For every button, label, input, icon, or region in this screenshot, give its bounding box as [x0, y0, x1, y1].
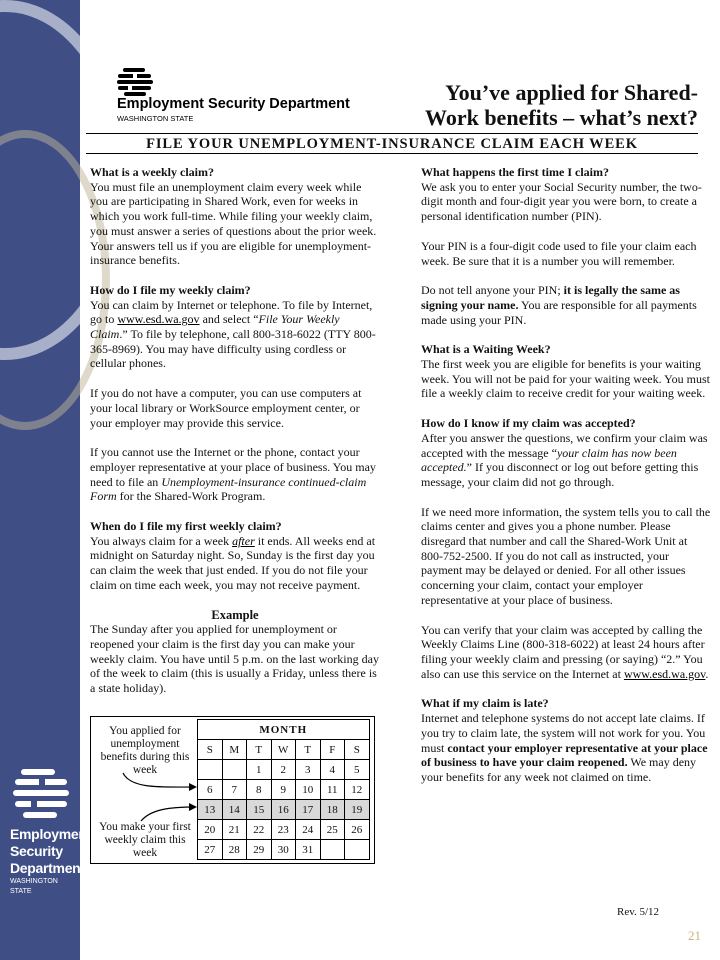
calendar-day-cell: 8: [247, 780, 272, 800]
sidebar-line-3: Department: [10, 860, 85, 876]
text-fragment: We may deny your benefits for any week not claimed on time.: [421, 755, 697, 784]
heading-how-to-file: How do I file my weekly claim?: [90, 282, 251, 297]
header-dept-state: WASHINGTON STATE: [117, 114, 194, 123]
text-fragment: You can verify that your claim was accepted by calling the Weekly Claims Line (800-318-6022) at least 24 hours after filing your weekly claim and pressing (or saying) “2.” You also can use this service on the Internet at: [421, 622, 705, 681]
para-first-weekly-claim: [90, 534, 380, 593]
calendar-week-row: [198, 760, 370, 780]
calendar-day-cell: 24: [296, 820, 321, 840]
text-fragment: ” If you disconnect or log out before getting this message, your claim did not go through.: [421, 460, 699, 489]
sidebar-dept-name: [10, 826, 92, 897]
sidebar-line-1: Employment: [10, 826, 92, 842]
sidebar-line-4: WASHINGTON STATE: [10, 878, 58, 895]
calendar-day-cell: 14: [222, 800, 247, 820]
para-verify-claim: [421, 623, 711, 682]
page-title: [398, 80, 698, 130]
calendar-day-cell: [320, 840, 345, 860]
text-fragment: If you cannot use the Internet or the phone, contact your employer representative at your place of business. You may need to file an: [90, 445, 376, 489]
esd-header-logo-icon: [117, 68, 153, 96]
calendar-day-header: S: [345, 740, 370, 760]
para-claim-accepted: [421, 431, 711, 490]
calendar-day-cell: 6: [198, 780, 223, 800]
calendar-month: MONTH: [198, 720, 370, 740]
sidebar-band: [0, 0, 92, 960]
header-rule-top: [86, 133, 698, 134]
heading-claim-accepted: How do I know if my claim was accepted?: [421, 416, 636, 431]
calendar-day-cell: 5: [345, 760, 370, 780]
text-fragment: You always claim for a week: [90, 533, 233, 548]
calendar-day-cell: 30: [271, 840, 296, 860]
esd-website-link[interactable]: www.esd.wa.gov: [623, 666, 706, 681]
bold-fragment: it is legally the same as signing your name.: [421, 283, 680, 312]
italic-fragment: your claim has now been accepted.: [421, 445, 677, 475]
esd-logo-icon: [12, 765, 72, 821]
revision-date: Rev. 5/12: [617, 906, 660, 918]
calendar-day-cell: 26: [345, 820, 370, 840]
calendar-day-cell: 22: [247, 820, 272, 840]
heading-weekly-claim: What is a weekly claim?: [90, 165, 214, 179]
para-example: The Sunday after you applied for unemployment or reopened your claim is the first day you can make your weekly claim. You have until 5 p.m. on the last working day of the week to claim (this is usually a Friday, unless there is a state holiday).: [90, 622, 379, 696]
para-no-internet: [90, 445, 380, 504]
calendar-day-cell: 16: [271, 800, 296, 820]
italic-fragment: Unemployment-insurance continued-claim Form: [90, 474, 367, 504]
calendar-day-cell: 4: [320, 760, 345, 780]
para-how-to-file: [90, 298, 380, 372]
calendar-label-first-claim: You make your first weekly claim this week: [99, 821, 191, 859]
para-pin-warning: [421, 283, 711, 327]
right-column: [421, 165, 711, 800]
calendar-day-cell: 29: [247, 840, 272, 860]
italic-fragment: after: [232, 533, 255, 548]
calendar-day-cell: [222, 760, 247, 780]
calendar-day-header: F: [320, 740, 345, 760]
text-fragment: You can claim by Internet or telephone. To file by Internet, go to: [90, 297, 373, 327]
calendar-week-row: [198, 780, 370, 800]
arrow-icon: [121, 771, 201, 831]
calendar-day-cell: 12: [345, 780, 370, 800]
sidebar-line-2: Security: [10, 843, 63, 859]
calendar-day-cell: 23: [271, 820, 296, 840]
text-fragment: You are responsible for all payments made using your PIN.: [421, 297, 697, 327]
heading-example: Example: [211, 607, 259, 622]
text-fragment: Do not tell anyone your PIN;: [421, 283, 564, 298]
calendar-day-cell: 13: [198, 800, 223, 820]
calendar-week-row: [198, 820, 370, 840]
calendar-day-row: [198, 740, 370, 760]
calendar-weeks: [198, 760, 370, 860]
calendar-day-header: S: [198, 740, 223, 760]
header-dept-name: Employment Security Department: [117, 96, 350, 112]
calendar-day-cell: 7: [222, 780, 247, 800]
calendar-day-cell: 31: [296, 840, 321, 860]
text-fragment: .: [705, 666, 709, 681]
calendar-day-cell: 15: [247, 800, 272, 820]
calendar-day-cell: 17: [296, 800, 321, 820]
calendar-day-cell: 18: [320, 800, 345, 820]
calendar-day-cell: 21: [222, 820, 247, 840]
heading-late-claim: What if my claim is late?: [421, 696, 549, 711]
calendar-day-cell: 10: [296, 780, 321, 800]
calendar-day-header: M: [222, 740, 247, 760]
para-weekly-claim: You must file an unemployment claim every week while you are participating in Shared Work, even for weeks in which you work full-time. While filing your weekly claim, you must answer a series of questions about the prior week. Your answers tell us if you are eligible for unemployment-insurance benefits.: [90, 179, 377, 268]
text-fragment: .” To file by telephone, call 800-318-6022 (TTY 800-365-8969). You may have difficulty using cordless or cellular phones.: [90, 327, 376, 371]
calendar-week-row: [198, 840, 370, 860]
page-number: 21: [688, 928, 701, 943]
para-more-info: If we need more information, the system tells you to call the claims center and gives you a phone number. Please disregard that number and call the Shared-Work Unit at 800-752-2500. If you do not call as instructed, your payment may be delayed or denied. For all other issues concerning your claim, contact your employer representative at your place of business.: [421, 504, 711, 607]
calendar-day-cell: [345, 840, 370, 860]
calendar-table: [197, 719, 370, 860]
page-title-line-1: You’ve applied for Shared-: [445, 80, 698, 105]
calendar-day-cell: 2: [271, 760, 296, 780]
heading-first-weekly-claim: When do I file my first weekly claim?: [90, 519, 282, 534]
heading-first-time-claim: What happens the first time I claim?: [421, 165, 609, 179]
esd-website-link[interactable]: www.esd.wa.gov: [117, 312, 200, 327]
left-column: [90, 165, 380, 711]
para-waiting-week: The first week you are eligible for benefits is your waiting week. You will not be paid for your waiting week. You must file a weekly claim to receive credit for your waiting week.: [421, 357, 710, 401]
text-fragment: After you answer the questions, we confirm your claim was accepted with the message “: [421, 430, 708, 460]
calendar-day-cell: 1: [247, 760, 272, 780]
text-fragment: it ends. All weeks end at midnight on Saturday night. So, Sunday is the first day you can claim the week that just ended. If you do not file your claim on time each week, you may not receive payment.: [90, 533, 376, 592]
italic-fragment: File Your Weekly Claim: [90, 312, 340, 342]
text-fragment: for the Shared-Work Program.: [116, 489, 266, 504]
text-fragment: and select “: [199, 312, 259, 327]
text-fragment: Internet and telephone systems do not accept late claims. If you try to claim late, the system will not work for you. You must: [421, 711, 706, 755]
calendar-label-applied: You applied for unemployment benefits during this week: [100, 725, 190, 776]
para-late-claim: [421, 711, 711, 785]
bold-fragment: contact your employer representative at your place of business to have your claim reopened.: [421, 740, 708, 770]
header-rule-bottom: [86, 153, 698, 154]
para-no-computer: If you do not have a computer, you can use computers at your local library or WorkSource employment center, or your employer may provide this service.: [90, 386, 362, 430]
calendar-day-header: W: [271, 740, 296, 760]
calendar-day-cell: [198, 760, 223, 780]
heading-waiting-week: What is a Waiting Week?: [421, 342, 551, 357]
calendar-day-cell: 9: [271, 780, 296, 800]
calendar-day-header: T: [296, 740, 321, 760]
calendar-day-cell: 19: [345, 800, 370, 820]
para-pin: Your PIN is a four-digit code used to file your claim each week. Be sure that it is a number you will remember.: [421, 238, 697, 268]
para-first-time-claim: We ask you to enter your Social Security number, the two-digit month and four-digit year you were born, to create a personal identification number (PIN).: [421, 179, 702, 224]
calendar-day-cell: 27: [198, 840, 223, 860]
page-title-line-2: Work benefits – what’s next?: [425, 105, 698, 130]
calendar-day-cell: 25: [320, 820, 345, 840]
calendar-week-row: [198, 800, 370, 820]
calendar-day-cell: 11: [320, 780, 345, 800]
calendar-day-cell: 3: [296, 760, 321, 780]
calendar-day-header: T: [247, 740, 272, 760]
page-subtitle: FILE YOUR UNEMPLOYMENT-INSURANCE CLAIM EACH WEEK: [146, 136, 638, 152]
calendar-day-cell: 28: [222, 840, 247, 860]
calendar-example: [90, 716, 375, 864]
calendar-day-cell: 20: [198, 820, 223, 840]
